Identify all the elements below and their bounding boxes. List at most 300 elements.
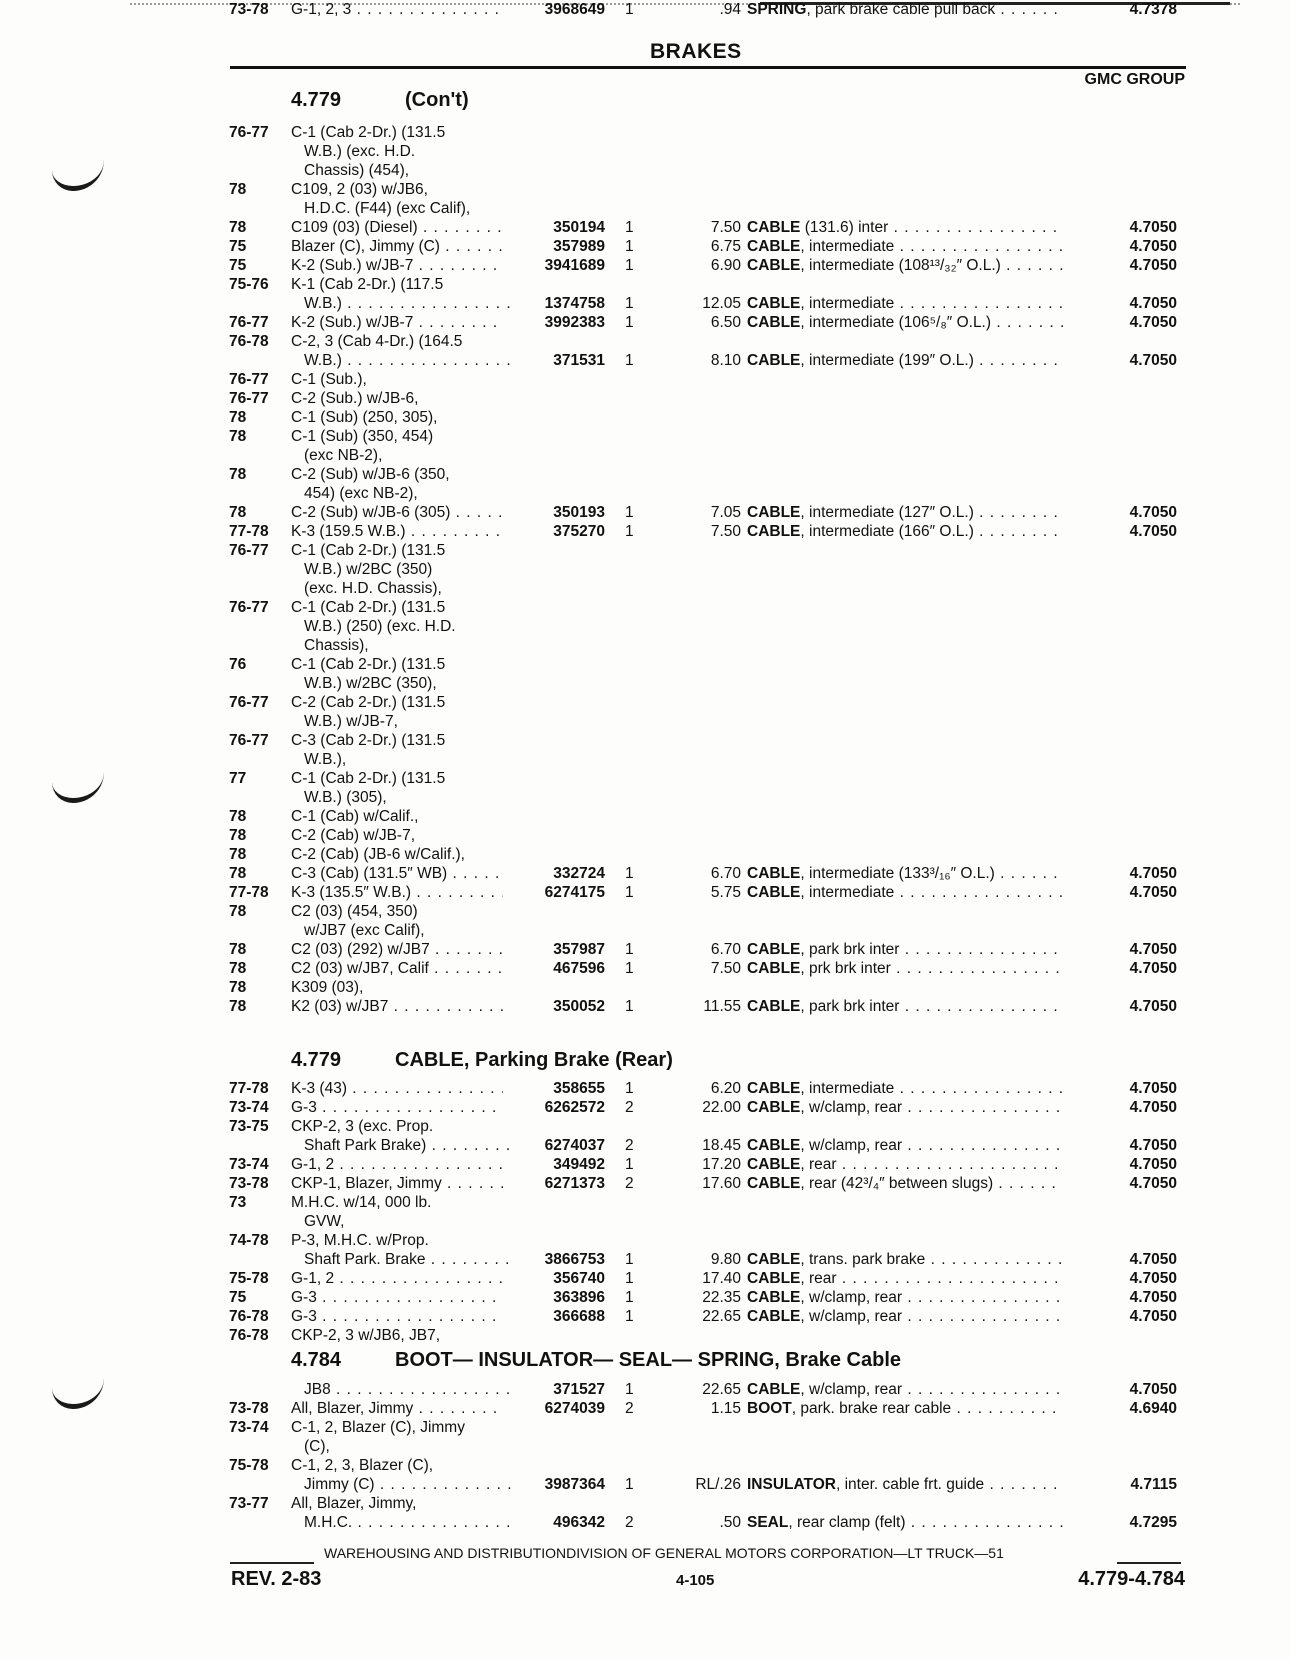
part-number: 496342: [553, 1514, 605, 1531]
application: Blazer (C), Jimmy (C) . . .: [291, 237, 503, 256]
description-item: CABLE: [747, 295, 801, 312]
application: G-1, 2 . . .: [291, 1155, 503, 1174]
part-row: [0, 1231, 1291, 1250]
application: Shaft Park Brake) . . .: [304, 1136, 516, 1155]
quantity: 2: [625, 1099, 634, 1116]
description-detail: , trans. park brake: [800, 1251, 926, 1268]
model-year: 78: [229, 827, 247, 844]
class-number: 4.7050: [1129, 1137, 1177, 1154]
model-year: 78: [229, 181, 247, 198]
description-detail: , w/clamp, rear: [800, 1308, 903, 1325]
part-row: [0, 769, 1291, 788]
model-year: 76-78: [229, 333, 269, 350]
part-row: [0, 0, 1291, 19]
model-year: 78: [229, 808, 247, 825]
description: [747, 1155, 1063, 1174]
description-detail: , park brk inter: [800, 941, 900, 958]
part-row: [0, 1269, 1291, 1288]
part-row: [0, 731, 1291, 750]
application: C2 (03) (454, 350): [291, 903, 418, 920]
description: [747, 1475, 1063, 1494]
description: [747, 1269, 1063, 1288]
part-row: [0, 1155, 1291, 1174]
application: K-3 (159.5 W.B.) . . .: [291, 522, 503, 541]
model-year: 74-78: [229, 1232, 269, 1249]
part-row: [0, 408, 1291, 427]
part-row: [0, 655, 1291, 674]
description-detail: , rear (42³/₄″ between slugs): [800, 1175, 994, 1192]
part-row: [0, 560, 1291, 579]
price: 7.05: [710, 504, 741, 521]
application: C-1 (Cab 2-Dr.) (131.5: [291, 542, 446, 559]
description-detail: , prk brk inter: [800, 960, 891, 977]
part-row: [0, 1418, 1291, 1437]
model-year: 76-77: [229, 124, 269, 141]
application: W.B.),: [304, 751, 347, 768]
description: [747, 1079, 1063, 1098]
part-number: 357987: [553, 941, 605, 958]
description-item: CABLE: [747, 1137, 801, 1154]
class-number: 4.7050: [1129, 504, 1177, 521]
description: [747, 218, 1063, 237]
part-row: [0, 864, 1291, 883]
part-number: 350194: [553, 219, 605, 236]
application: K-2 (Sub.) w/JB-7 . . .: [291, 256, 503, 275]
application: C-2 (Cab 2-Dr.) (131.5: [291, 694, 446, 711]
part-row: [0, 579, 1291, 598]
part-number: 6262572: [544, 1099, 605, 1116]
class-number: 4.7050: [1129, 1080, 1177, 1097]
description-detail: , rear: [800, 1156, 837, 1173]
description: [747, 883, 1063, 902]
application: Jimmy (C) . . .: [304, 1475, 516, 1494]
description: [747, 522, 1063, 541]
model-year: 76-77: [229, 732, 269, 749]
part-row: [0, 1193, 1291, 1212]
description-detail: , intermediate (127″ O.L.): [800, 504, 974, 521]
model-year: 78: [229, 979, 247, 996]
application: H.D.C. (F44) (exc Calif),: [304, 200, 471, 217]
part-number: 6274175: [544, 884, 605, 901]
price: 12.05: [702, 295, 741, 312]
part-number: 366688: [553, 1308, 605, 1325]
part-row: [0, 142, 1291, 161]
footer-text: WAREHOUSING AND DISTRIBUTIONDIVISION OF GENERAL MOTORS CORPORATION—LT TRUCK—51: [324, 1545, 1004, 1561]
quantity: 1: [625, 295, 634, 312]
application: C-2 (Sub) w/JB-6 (305) . . .: [291, 503, 503, 522]
part-number: 3941689: [544, 257, 605, 274]
class-number: 4.7050: [1129, 352, 1177, 369]
quantity: 1: [625, 1476, 634, 1493]
price: 1.15: [710, 1400, 741, 1417]
price: RL/.26: [695, 1476, 741, 1493]
price: 5.75: [710, 884, 741, 901]
model-year: 77-78: [229, 523, 269, 540]
application: GVW,: [304, 1213, 345, 1230]
description-detail: (131.6) inter: [800, 219, 889, 236]
part-number: 332724: [553, 865, 605, 882]
description-item: CABLE: [747, 1308, 801, 1325]
model-year: 76: [229, 656, 247, 673]
model-year: 78: [229, 466, 247, 483]
application: (exc. H.D. Chassis),: [304, 580, 442, 597]
application: C-2, 3 (Cab 4-Dr.) (164.5: [291, 333, 463, 350]
description-item: CABLE: [747, 1080, 801, 1097]
part-row: [0, 484, 1291, 503]
description-item: SPRING: [747, 1, 807, 18]
model-year: 75: [229, 257, 247, 274]
heading-rule: [230, 66, 1186, 69]
description: [747, 1307, 1063, 1326]
model-year: 73-74: [229, 1099, 269, 1116]
part-row: [0, 256, 1291, 275]
class-number: 4.7050: [1129, 1099, 1177, 1116]
quantity: 1: [625, 1270, 634, 1287]
description: [747, 237, 1063, 256]
application: W.B.) . . .: [304, 294, 516, 313]
application: C109, 2 (03) w/JB6,: [291, 181, 428, 198]
description: [747, 256, 1063, 275]
description: [747, 864, 1063, 883]
part-number: 349492: [553, 1156, 605, 1173]
part-row: [0, 826, 1291, 845]
quantity: 1: [625, 219, 634, 236]
part-row: [0, 522, 1291, 541]
class-number: 4.7050: [1129, 1175, 1177, 1192]
class-number: 4.7115: [1130, 1476, 1177, 1493]
part-row: [0, 351, 1291, 370]
part-row: [0, 1513, 1291, 1532]
application: C-2 (Sub.) w/JB-6,: [291, 390, 419, 407]
class-number: 4.7050: [1129, 523, 1177, 540]
part-number: 3992383: [544, 314, 605, 331]
part-row: [0, 693, 1291, 712]
price: 9.80: [710, 1251, 741, 1268]
part-row: [0, 218, 1291, 237]
application: C-1 (Cab 2-Dr.) (131.5: [291, 124, 446, 141]
model-year: 76-77: [229, 390, 269, 407]
price: 17.40: [702, 1270, 741, 1287]
part-row: [0, 1250, 1291, 1269]
section-number: 4.779: [291, 89, 342, 111]
description-detail: , intermediate: [800, 238, 895, 255]
application: (exc NB-2),: [304, 447, 383, 464]
quantity: 2: [625, 1175, 634, 1192]
part-row: [0, 902, 1291, 921]
class-number: 4.7295: [1129, 1514, 1177, 1531]
application: M.H.C. . . .: [304, 1513, 516, 1532]
application: 454) (exc NB-2),: [304, 485, 418, 502]
description-item: CABLE: [747, 1381, 801, 1398]
description-item: CABLE: [747, 1156, 801, 1173]
description: [747, 1136, 1063, 1155]
quantity: 2: [625, 1400, 634, 1417]
part-row: [0, 921, 1291, 940]
model-year: 76-77: [229, 371, 269, 388]
description-item: CABLE: [747, 257, 801, 274]
description-item: CABLE: [747, 884, 801, 901]
quantity: 1: [625, 352, 634, 369]
price: 7.50: [710, 523, 741, 540]
description-detail: , w/clamp, rear: [800, 1137, 903, 1154]
model-year: 76-77: [229, 314, 269, 331]
model-year: 76-78: [229, 1327, 269, 1344]
application: G-1, 2, 3 . . .: [291, 0, 503, 19]
part-row: [0, 465, 1291, 484]
part-row: [0, 1174, 1291, 1193]
part-row: [0, 199, 1291, 218]
part-row: [0, 370, 1291, 389]
description-detail: , w/clamp, rear: [800, 1289, 903, 1306]
group-label: GMC GROUP: [1084, 71, 1185, 88]
description-detail: , rear: [800, 1270, 837, 1287]
model-year: 75: [229, 238, 247, 255]
part-row: [0, 750, 1291, 769]
quantity: 1: [625, 257, 634, 274]
description: [747, 503, 1063, 522]
application: C-1, 2, 3, Blazer (C),: [291, 1457, 434, 1474]
part-number: 1374758: [544, 295, 605, 312]
page-heading: BRAKES: [650, 40, 742, 63]
part-row: [0, 1307, 1291, 1326]
model-year: 73-74: [229, 1419, 269, 1436]
class-number: 4.7050: [1129, 295, 1177, 312]
class-number: 4.7050: [1129, 941, 1177, 958]
class-number: 4.7050: [1129, 257, 1177, 274]
section-title: (Con't): [405, 89, 469, 111]
part-row: [0, 275, 1291, 294]
model-year: 76-77: [229, 542, 269, 559]
part-row: [0, 845, 1291, 864]
price: 6.75: [710, 238, 741, 255]
part-number: 375270: [553, 523, 605, 540]
application: CKP-1, Blazer, Jimmy . . .: [291, 1174, 503, 1193]
description-detail: , park. brake rear cable: [791, 1400, 952, 1417]
price: 18.45: [702, 1137, 741, 1154]
description-detail: , park brake cable pull back: [806, 1, 996, 18]
description-detail: , w/clamp, rear: [800, 1381, 903, 1398]
quantity: 1: [625, 1289, 634, 1306]
quantity: 1: [625, 865, 634, 882]
model-year: 75-76: [229, 276, 269, 293]
price: .94: [719, 1, 741, 18]
application: K-3 (43) . . .: [291, 1079, 503, 1098]
part-number: 350193: [553, 504, 605, 521]
application: (C),: [304, 1438, 330, 1455]
part-number: 6271373: [544, 1175, 605, 1192]
part-row: [0, 313, 1291, 332]
description-detail: , intermediate (199″ O.L.): [800, 352, 974, 369]
section-number: 4.784: [291, 1349, 342, 1371]
quantity: 1: [625, 314, 634, 331]
description-detail: , rear clamp (felt): [788, 1514, 906, 1531]
price: 6.70: [710, 941, 741, 958]
part-row: [0, 161, 1291, 180]
part-row: [0, 1079, 1291, 1098]
application: W.B.) w/JB-7,: [304, 713, 398, 730]
part-number: 350052: [553, 998, 605, 1015]
application: W.B.) (250) (exc. H.D.: [304, 618, 456, 635]
class-number: 4.7050: [1129, 884, 1177, 901]
quantity: 1: [625, 960, 634, 977]
part-row: [0, 1380, 1291, 1399]
class-number: 4.7050: [1129, 219, 1177, 236]
description: [747, 1399, 1063, 1418]
description-item: CABLE: [747, 1175, 801, 1192]
application: C-1 (Cab) w/Calif.,: [291, 808, 419, 825]
part-row: [0, 123, 1291, 142]
application: M.H.C. w/14, 000 lb.: [291, 1194, 432, 1211]
part-number: 358655: [553, 1080, 605, 1097]
price: 17.20: [702, 1156, 741, 1173]
price: 7.50: [710, 960, 741, 977]
part-row: [0, 389, 1291, 408]
part-row: [0, 978, 1291, 997]
part-row: [0, 883, 1291, 902]
price: 6.90: [710, 257, 741, 274]
description: [747, 313, 1063, 332]
description-item: CABLE: [747, 352, 801, 369]
application: W.B.) (exc. H.D.: [304, 143, 416, 160]
application: C-3 (Cab 2-Dr.) (131.5: [291, 732, 446, 749]
part-row: [0, 940, 1291, 959]
application: K-3 (135.5″ W.B.) . . .: [291, 883, 503, 902]
description-item: CABLE: [747, 960, 801, 977]
application: P-3, M.H.C. w/Prop.: [291, 1232, 429, 1249]
description-item: CABLE: [747, 219, 801, 236]
application: All, Blazer, Jimmy . . .: [291, 1399, 503, 1418]
quantity: 1: [625, 1308, 634, 1325]
revision-label: REV. 2-83: [231, 1568, 322, 1590]
description-detail: , intermediate (106⁵/₈″ O.L.): [800, 314, 992, 331]
part-row: [0, 446, 1291, 465]
price: 8.10: [710, 352, 741, 369]
part-row: [0, 1117, 1291, 1136]
description: [747, 351, 1063, 370]
description-item: CABLE: [747, 523, 801, 540]
description: [747, 1174, 1063, 1193]
application: G-1, 2 . . .: [291, 1269, 503, 1288]
description-item: CABLE: [747, 998, 801, 1015]
model-year: 78: [229, 903, 247, 920]
application: C-1 (Cab 2-Dr.) (131.5: [291, 599, 446, 616]
price: 22.00: [702, 1099, 741, 1116]
model-year: 73-78: [229, 1, 269, 18]
class-number: 4.6940: [1129, 1400, 1177, 1417]
quantity: 2: [625, 1137, 634, 1154]
part-number: 371531: [553, 352, 605, 369]
price: 17.60: [702, 1175, 741, 1192]
description-item: CABLE: [747, 941, 801, 958]
application: C-1, 2, Blazer (C), Jimmy: [291, 1419, 465, 1436]
model-year: 75-78: [229, 1270, 269, 1287]
description-item: SEAL: [747, 1514, 789, 1531]
application: C-1 (Sub.),: [291, 371, 367, 388]
application: Chassis),: [304, 637, 369, 654]
model-year: 75: [229, 1289, 247, 1306]
part-row: [0, 959, 1291, 978]
part-number: 363896: [553, 1289, 605, 1306]
part-row: [0, 1136, 1291, 1155]
class-number: 4.7050: [1129, 960, 1177, 977]
application: C-1 (Cab 2-Dr.) (131.5: [291, 656, 446, 673]
model-year: 78: [229, 941, 247, 958]
class-number: 4.7050: [1129, 1270, 1177, 1287]
footer-rule: [230, 1562, 314, 1564]
application: Shaft Park. Brake . . .: [304, 1250, 516, 1269]
part-number: 6274037: [544, 1137, 605, 1154]
quantity: 1: [625, 504, 634, 521]
part-row: [0, 807, 1291, 826]
class-number: 4.7050: [1129, 1251, 1177, 1268]
application: C-3 (Cab) (131.5″ WB) . . .: [291, 864, 503, 883]
application: C2 (03) w/JB7, Calif . . .: [291, 959, 503, 978]
price: 22.65: [702, 1381, 741, 1398]
part-row: [0, 1399, 1291, 1418]
part-row: [0, 180, 1291, 199]
description-item: CABLE: [747, 1270, 801, 1287]
description-detail: , park brk inter: [800, 998, 900, 1015]
model-year: 78: [229, 428, 247, 445]
description-detail: , intermediate: [800, 1080, 895, 1097]
quantity: 1: [625, 998, 634, 1015]
description: [747, 1380, 1063, 1399]
application: Chassis) (454),: [304, 162, 410, 179]
model-year: 73-77: [229, 1495, 269, 1512]
model-year: 78: [229, 865, 247, 882]
model-year: 73-74: [229, 1156, 269, 1173]
model-year: 73-78: [229, 1400, 269, 1417]
description-item: CABLE: [747, 504, 801, 521]
model-year: 73-75: [229, 1118, 269, 1135]
part-row: [0, 1475, 1291, 1494]
description-detail: , intermediate: [800, 295, 895, 312]
application: G-3 . . .: [291, 1307, 503, 1326]
model-year: 78: [229, 960, 247, 977]
application: CKP-2, 3 (exc. Prop.: [291, 1118, 434, 1135]
application: C109 (03) (Diesel) . . .: [291, 218, 503, 237]
quantity: 1: [625, 1080, 634, 1097]
description-item: INSULATOR: [747, 1476, 836, 1493]
part-row: [0, 1098, 1291, 1117]
class-number: 4.7050: [1129, 998, 1177, 1015]
description-detail: , w/clamp, rear: [800, 1099, 903, 1116]
description: [747, 0, 1063, 19]
price: .50: [719, 1514, 741, 1531]
description-item: CABLE: [747, 314, 801, 331]
application: K309 (03),: [291, 979, 364, 996]
application: C-1 (Cab 2-Dr.) (131.5: [291, 770, 446, 787]
part-row: [0, 1212, 1291, 1231]
model-year: 76-77: [229, 694, 269, 711]
model-year: 75-78: [229, 1457, 269, 1474]
part-number: 3987364: [544, 1476, 605, 1493]
description-detail: , inter. cable frt. guide: [835, 1476, 985, 1493]
description-item: BOOT: [747, 1400, 792, 1417]
part-row: [0, 541, 1291, 560]
section-number: 4.779: [291, 1049, 342, 1071]
class-number: 4.7050: [1129, 1156, 1177, 1173]
part-row: [0, 712, 1291, 731]
part-row: [0, 598, 1291, 617]
model-year: 78: [229, 998, 247, 1015]
application: JB8 . . .: [304, 1380, 516, 1399]
quantity: 1: [625, 1381, 634, 1398]
application: C-2 (Cab) (JB-6 w/Calif.),: [291, 846, 465, 863]
description-item: CABLE: [747, 1289, 801, 1306]
application: K-1 (Cab 2-Dr.) (117.5: [291, 276, 444, 293]
application: G-3 . . .: [291, 1288, 503, 1307]
